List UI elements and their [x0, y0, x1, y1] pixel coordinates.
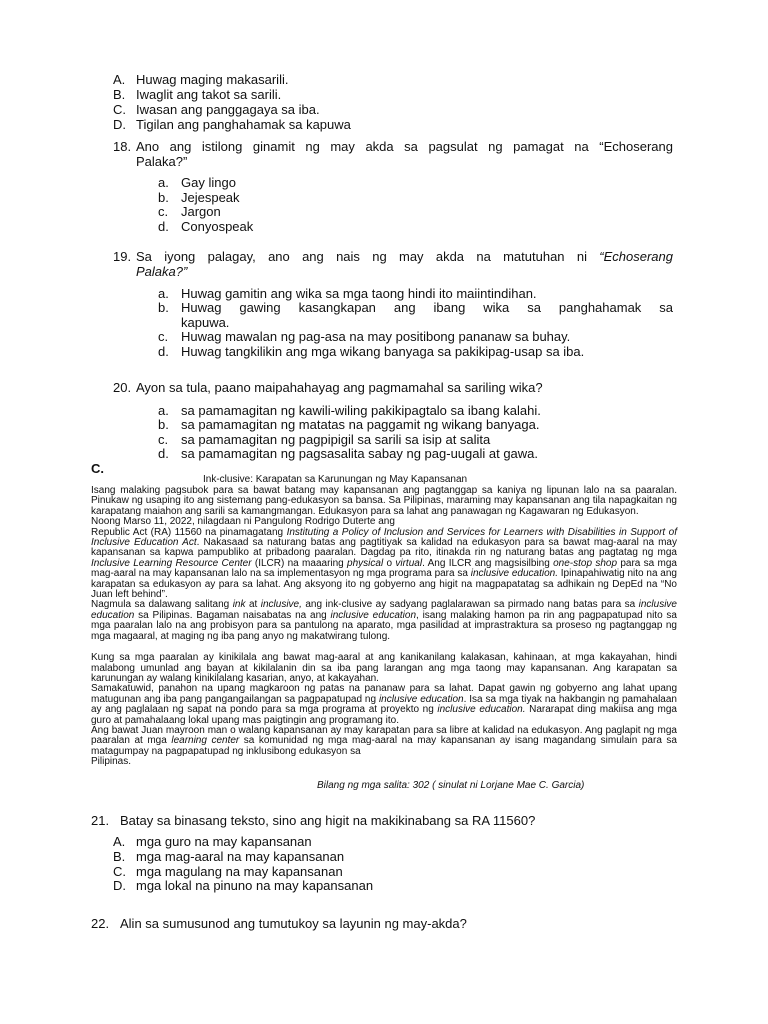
question-20-text: Ayon sa tula, paano maipahahayag ang pagmamahal sa sariling wika?	[136, 380, 543, 395]
passage-paragraph-5: Kung sa mga paaralan ay kinikilala ang bawat mag-aaral at ang kanikanilang kalakasan, kahinaan, at mga kakayahan, hindi malabong umunlad ang bayan at kikilalanin din sa iba pang larangan ang mga taong may kapansanan. Ang karapatan sa karunungan ay walang kinikilalang kasarian, anyo, at kakayahan.	[91, 652, 677, 684]
passage-paragraph-3: Republic Act (RA) 11560 na pinamagatang Instituting a Policy of Inclusion and Services for Learners with Disabilities in Support of Inclusive Education Act. Nakasaad sa naturang batas ang pagtitiyak sa kalidad na edukasyon para sa bawat mag-aaral na may kapansanan sa kapwa pampubliko at pribadong paaralan. Dagdag pa rito, itinakda rin ng naturang batas ang pagtatag ng mga Inclusive Learning Resource Center (ILCR) na maaaring physical o virtual. Ang ILCR ang magsisilbing one-stop shop para sa mga mag-aaral na may kapansanan lalo na sa implementasyon ng mga programa para sa inclusive education. Ipinapahiwatig nito na ang karapatan sa edukasyon ay para sa lahat. Ang aksyong ito ng gobyerno ang higit na magpapatatag sa adhikain ng DepEd na “No Juan left behind”.	[91, 526, 677, 601]
q19-option-b-text: Huwag gawing kasangkapan ang ibang wika sa panghahamak sa	[181, 300, 673, 315]
question-19-line1: Sa iyong palagay, ano ang nais ng may akda na matutuhan ni “Echoserang	[136, 249, 673, 264]
q18-option-a: a. Gay lingo	[158, 175, 236, 190]
option-a: A. Huwag maging makasarili.	[113, 72, 289, 87]
q19-option-a: a. Huwag gamitin ang wika sa mga taong hindi ito maiintindihan.	[158, 286, 537, 301]
q19-option-d: d. Huwag tangkilikin ang mga wikang banyaga sa pakikipag-usap sa iba.	[158, 344, 585, 359]
question-18-number: 18.	[113, 139, 132, 154]
q21-option-b: B. mga mag-aaral na may kapansanan	[113, 849, 345, 864]
q19-option-b-cont: kapuwa.	[181, 315, 230, 330]
passage-paragraph-6: Samakatuwid, panahon na upang magkaroon ng patas na pananaw para sa lahat. Dapat gawin ng gobyerno ang lahat upang matugunan ang iba pang pangangailangan sa pagpapatupad ng inclusive education. Isa sa mga tiyak na hakbangin ng pamahalaan ay ang paglalaan ng sapat na pondo para sa mga programa at proyekto ng inclusive education. Nararapat ding makiisa ang mga guro at pamahalaang lokal upang mas paigtingin ang programang ito.	[91, 683, 677, 726]
q19-option-c: c. Huwag mawalan ng pag-asa na may positibong pananaw sa buhay.	[158, 329, 571, 344]
passage-paragraph-4: Nagmula sa dalawang salitang ink at inclusive, ang ink-clusive ay sadyang paglalarawan sa pirmado nang batas para sa inclusive education sa Pilipinas. Bagaman naisabatas na ang inclusive education, isang malaking hamon pa rin ang pagpapatupad nito sa mga paaralan lalo na ang probisyon para sa pantulong na aparato, mga pasilidad at imprastraktura sa proseso ng pagtanggap ng mga magaaral, at maging ng iba pang anyo ng makatwirang tulong.	[91, 599, 677, 642]
question-22-text: Alin sa sumusunod ang tumutukoy sa layunin ng may-akda?	[120, 916, 467, 931]
passage-title: Ink-clusive: Karapatan sa Karunungan ng May Kapansanan	[203, 474, 468, 485]
passage-paragraph-7-end: Pilipinas.	[91, 756, 132, 768]
passage-paragraph-7: Ang bawat Juan mayroon man o walang kapansanan ay may karapatan para sa libre at kalidad na edukasyon. Ang paglapit ng mga paaralan at mga learning center sa komunidad ng mga mag-aaral na may kapansanan ay isang magandang simulain para sa matagumpay na pagpapatupad ng inklusibong edukasyon sa	[91, 724, 677, 757]
q21-option-d: D. mga lokal na pinuno na may kapansanan	[113, 878, 374, 893]
q18-option-c: c. Jargon	[158, 204, 221, 219]
question-21-number: 21.	[91, 813, 110, 828]
q20-option-b: b. sa pamamagitan ng matatas na paggamit ng wikang banyaga.	[158, 417, 540, 432]
q19-option-b-letter: b.	[158, 300, 169, 315]
word-count-credit: Bilang ng mga salita: 302 ( sinulat ni Lorjane Mae C. Garcia)	[317, 780, 585, 791]
question-18-line1: Ano ang istilong ginamit ng may akda sa pagsulat ng pamagat na “Echoserang	[136, 139, 673, 154]
option-c: C. Iwasan ang panggagaya sa iba.	[113, 102, 320, 117]
passage-paragraph-1: Isang malaking pagsubok para sa bawat batang may kapansanan ang pagtanggap sa kaniya ng lipunan lalo na sa paaralan. Pinukaw ng usaping ito ang sistemang pang-edukasyon sa bansa. Sa Pilipinas, maraming may kapansanan ang tila napagkaitan ng karapatang maiahon ang sarili sa kamangmangan. Edukasyon para sa lahat ang panawagan ng Kagawaran ng Edukasyon.	[91, 485, 677, 517]
q20-option-c: c. sa pamamagitan ng pagpipigil sa sarili sa isip at salita	[158, 432, 491, 447]
question-20-number: 20.	[113, 380, 132, 395]
question-18-line2: Palaka?”	[136, 154, 188, 169]
q20-option-a: a. sa pamamagitan ng kawili-wiling pakikipagtalo sa ibang kalahi.	[158, 403, 541, 418]
q21-option-c: C. mga magulang na may kapansanan	[113, 864, 343, 879]
option-b: B. Iwaglit ang takot sa sarili.	[113, 87, 282, 102]
q18-option-b: b. Jejespeak	[158, 190, 240, 205]
question-22-number: 22.	[91, 916, 110, 931]
passage	[91, 486, 677, 768]
passage-paragraph-2: Noong Marso 11, 2022, nilagdaan ni Pangulong Rodrigo Duterte ang	[91, 516, 395, 528]
q21-option-a: A. mga guro na may kapansanan	[113, 834, 312, 849]
question-21-text: Batay sa binasang teksto, sino ang higit na makikinabang sa RA 11560?	[120, 813, 536, 828]
question-19-number: 19.	[113, 249, 132, 264]
q18-option-d: d. Conyospeak	[158, 219, 254, 234]
section-label: C.	[91, 461, 104, 476]
option-d: D. Tigilan ang panghahamak sa kapuwa	[113, 117, 351, 132]
q20-option-d: d. sa pamamagitan ng pagsasalita sabay ng pag-uugali at gawa.	[158, 446, 539, 461]
question-19-line2: Palaka?”	[136, 264, 188, 279]
